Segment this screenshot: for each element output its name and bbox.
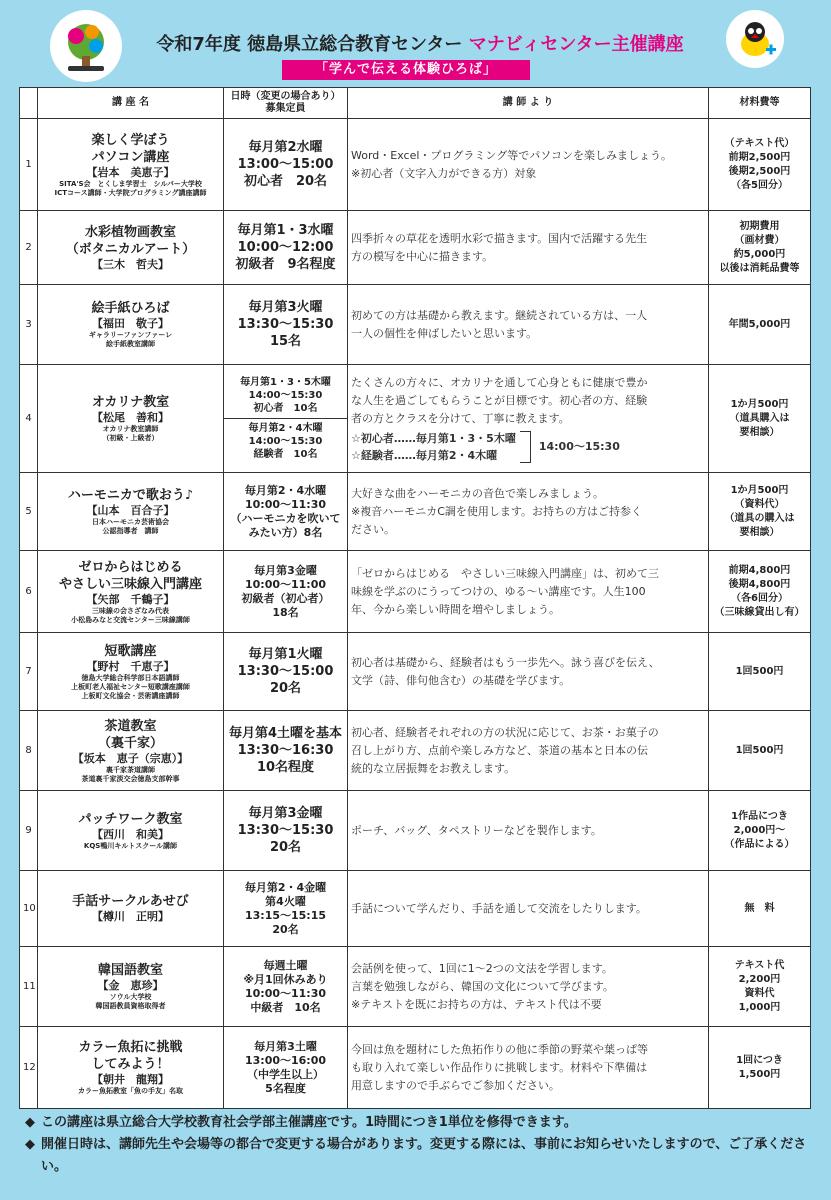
schedule-line: 毎月第2水曜 xyxy=(248,140,323,155)
schedule-line: ※月1回休みあり xyxy=(243,972,328,986)
instructor-name: 【山本 百合子】 xyxy=(86,504,175,517)
fee-line: （画材費） xyxy=(734,234,785,246)
schedule-line: 13:30～15:30 xyxy=(237,317,334,332)
description-line: 者の方とクラスを分けて、丁寧に教えます。 xyxy=(351,411,570,425)
instructor-name: 【三木 哲夫】 xyxy=(92,257,169,271)
description-cell xyxy=(348,473,709,551)
schedule-line: 毎月第2・4木曜 xyxy=(248,423,323,434)
schedule-line: 毎月第2・4水曜 xyxy=(244,483,327,497)
description-cell xyxy=(348,871,709,947)
description-line: 会話例を使って、1回に1～2つの文法を学習します。 xyxy=(351,961,613,975)
description-cell xyxy=(348,211,709,285)
schedule-cell xyxy=(224,633,348,711)
col-header-no xyxy=(20,88,38,119)
fee-line: 以後は消耗品費等 xyxy=(719,262,800,274)
class-list xyxy=(351,430,516,464)
schedule-line: 初心者 20名 xyxy=(243,174,328,189)
fee-line: 要相談） xyxy=(739,526,780,538)
schedule-line: （ハーモニカを吹いて xyxy=(230,511,341,525)
description-cell xyxy=(348,365,709,473)
description-cell xyxy=(348,285,709,365)
instructor-affiliation: 上板町文化協会・芸術講座講師 xyxy=(81,691,180,700)
fee-cell xyxy=(709,211,811,285)
fee-cell xyxy=(709,633,811,711)
course-title: やさしい三味線入門講座 xyxy=(58,576,202,592)
note-item xyxy=(25,1134,810,1178)
fee-line: 要相談） xyxy=(739,426,780,438)
schedule-cell xyxy=(224,211,348,285)
schedule-cell xyxy=(224,947,348,1027)
schedule-line: 10:00～11:00 xyxy=(244,577,327,591)
table-row xyxy=(20,711,811,791)
schedule-cell xyxy=(224,285,348,365)
instructor-name: 【西川 和美】 xyxy=(92,827,169,841)
description-cell xyxy=(348,791,709,871)
schedule-line: （中学生以上） xyxy=(247,1067,324,1081)
fee-line: 1回500円 xyxy=(735,744,784,756)
fee-line: 年間5,000円 xyxy=(728,318,791,330)
description-line: 「ゼロからはじめる やさしい三味線入門講座」は、初めて三 xyxy=(351,566,659,580)
course-title: してみよう！ xyxy=(91,1057,170,1072)
row-number: 4 xyxy=(20,365,38,473)
schedule-line: 毎月第2・4金曜 xyxy=(244,880,327,894)
fee-line: 2,200円 xyxy=(738,973,781,985)
course-table xyxy=(19,87,811,1109)
class-line: ☆初心者……毎月第1・3・5木曜 xyxy=(351,431,516,445)
schedule-experienced xyxy=(224,419,347,464)
schedule-line: 18名 xyxy=(272,605,299,619)
description-line: ポーチ、バッグ、タペストリーなどを製作します。 xyxy=(351,823,602,837)
fee-line: 無 料 xyxy=(744,902,775,914)
fee-line: 約5,000円 xyxy=(733,248,786,260)
course-title: カラー魚拓に挑戦 xyxy=(78,1040,183,1055)
course-title: 短歌講座 xyxy=(104,643,157,659)
schedule-line: 10:00～12:00 xyxy=(237,240,334,255)
description-line: 今回は魚を題材にした魚拓作りの他に季節の野菜や葉っぱ等 xyxy=(351,1042,648,1056)
schedule-line: 13:30～15:30 xyxy=(237,823,334,838)
table-row xyxy=(20,119,811,211)
row-number: 11 xyxy=(20,947,38,1027)
row-number: 7 xyxy=(20,633,38,711)
mascot-bird-icon xyxy=(726,10,784,68)
instructor-affiliation: 公認指導者 講師 xyxy=(102,527,159,535)
course-cell xyxy=(38,211,224,285)
fee-cell xyxy=(709,947,811,1027)
course-title: ハーモニカで歌おう♪ xyxy=(67,488,194,503)
fee-line: 2,000円～ xyxy=(733,824,786,836)
instructor-name: 【樽川 正明】 xyxy=(92,910,169,923)
schedule-line: 20名 xyxy=(269,840,302,855)
schedule-line: 第4火曜 xyxy=(265,894,306,908)
course-title: ゼロからはじめる xyxy=(78,559,183,575)
footer-notes xyxy=(25,1112,810,1178)
instructor-affiliation: 絵手紙教室講師 xyxy=(106,340,155,348)
fee-line: （三味線貸出し有） xyxy=(714,606,805,618)
row-number: 1 xyxy=(20,119,38,211)
table-row xyxy=(20,633,811,711)
course-title: （ボタニカルアート） xyxy=(65,241,196,257)
instructor-affiliation: 上板町老人福祉センター短歌講座講師 xyxy=(71,682,190,691)
schedule-line: 5名程度 xyxy=(265,1081,306,1095)
schedule-beginner xyxy=(224,373,347,419)
schedule-line: 13:00～16:00 xyxy=(244,1053,327,1067)
description-line: たくさんの方々に、オカリナを通して心身ともに健康で豊か xyxy=(351,375,648,389)
table-row xyxy=(20,211,811,285)
schedule-line: 毎月第3金曜 xyxy=(248,806,323,821)
course-cell xyxy=(38,871,224,947)
course-title: 手話サークルあせび xyxy=(72,894,189,909)
description-line: 方の模写を中心に描きます。 xyxy=(351,249,494,263)
schedule-line: 10名程度 xyxy=(256,760,315,775)
table-row xyxy=(20,473,811,551)
class-time: 14:00～15:30 xyxy=(538,439,620,453)
schedule-cell xyxy=(224,871,348,947)
fee-line: 前期4,800円 xyxy=(728,564,791,576)
table-row xyxy=(20,791,811,871)
course-cell xyxy=(38,633,224,711)
instructor-name: 【坂本 恵子（宗恵）】 xyxy=(72,751,189,765)
fee-line: 1,000円 xyxy=(738,1001,781,1013)
instructor-affiliation: 三味線の会さざなみ代表 xyxy=(92,606,169,615)
description-line: 一人の個性を伸ばしたいと思います。 xyxy=(351,326,538,340)
instructor-affiliation: ICTコース講師・大学院プログラミング講座講師 xyxy=(54,188,207,197)
description-line: 文学（詩、俳句他含む）の基礎を学びます。 xyxy=(351,673,571,687)
row-number: 6 xyxy=(20,551,38,633)
course-cell xyxy=(38,947,224,1027)
description-cell xyxy=(348,947,709,1027)
description-line: ※テキストを既にお持ちの方は、テキスト代は不要 xyxy=(351,997,602,1011)
fee-line: （道具の購入は xyxy=(724,512,795,524)
course-title: （裏千家） xyxy=(97,735,163,751)
schedule-line: 毎月第4土曜を基本 xyxy=(228,726,343,741)
schedule-cell xyxy=(224,119,348,211)
description-cell xyxy=(348,633,709,711)
description-cell xyxy=(348,551,709,633)
title-main: 令和7年度 徳島県立総合教育センター xyxy=(156,34,463,55)
mascot-tree-icon xyxy=(50,10,122,82)
schedule-line: 10:00～11:30 xyxy=(244,986,327,1000)
schedule-line: 毎月第1・3・5木曜 xyxy=(240,377,331,388)
description-line: 味線を学ぶのにうってつけの、ゆる～い講座です。人生100 xyxy=(351,584,646,598)
schedule-line: 13:30～15:00 xyxy=(237,664,334,679)
schedule-line: 初心者 10名 xyxy=(253,403,318,414)
instructor-affiliation: （初級・上級者） xyxy=(102,434,159,442)
description-line: 初めての方は基礎から教えます。継続されている方は、一人 xyxy=(351,308,648,322)
instructor-name: 【野村 千恵子】 xyxy=(86,659,175,673)
schedule-line: 毎週土曜 xyxy=(263,958,308,972)
description-line: 大好きな曲をハーモニカの音色で楽しみましょう。 xyxy=(351,486,604,500)
schedule-cell xyxy=(224,711,348,791)
col-header-schedule-line1: 日時（変更の場合あり） xyxy=(230,91,341,102)
description-line: 初心者は基礎から、経験者はもう一歩先へ。詠う喜びを伝え、 xyxy=(351,655,660,669)
description-cell xyxy=(348,119,709,211)
course-title: 韓国語教室 xyxy=(97,963,163,978)
table-row xyxy=(20,285,811,365)
course-title: 楽しく学ぼう xyxy=(91,132,170,148)
schedule-line: 毎月第3土曜 xyxy=(254,1039,317,1053)
description-line: な人生を過ごしてもらうことが目標です。初心者の方、経験 xyxy=(351,393,648,407)
instructor-name: 【岩本 美恵子】 xyxy=(86,165,175,179)
schedule-line: 20名 xyxy=(269,681,302,696)
instructor-affiliation: SITA'S会 とくしま学習士 シルバー大学校 xyxy=(59,179,202,188)
schedule-line: 毎月第1・3水曜 xyxy=(237,223,334,238)
instructor-affiliation: 茶道裏千家淡交会徳島支部幹事 xyxy=(81,774,180,783)
course-cell xyxy=(38,365,224,473)
header xyxy=(0,0,831,88)
schedule-line: 20名 xyxy=(272,922,299,936)
description-line: 初心者、経験者それぞれの方の状況に応じて、お茶・お菓子の xyxy=(351,725,659,739)
table-row xyxy=(20,365,811,473)
course-title: 茶道教室 xyxy=(104,718,157,734)
instructor-affiliation: 韓国語教員資格取得者 xyxy=(95,1002,166,1010)
schedule-line: 初級者 9名程度 xyxy=(235,257,336,272)
title-accent: マナビィセンター主催講座 xyxy=(468,34,684,55)
schedule-cell xyxy=(224,365,348,473)
fee-cell xyxy=(709,711,811,791)
fee-line: （道具購入は xyxy=(729,412,790,424)
description-line: も取り入れて楽しい作品作りに挑戦します。材料や下準備は xyxy=(351,1060,648,1074)
description-cell xyxy=(348,1027,709,1109)
description-line: ※複音ハーモニカC調を使用します。お持ちの方はご持参く xyxy=(351,504,643,518)
row-number: 10 xyxy=(20,871,38,947)
table-row xyxy=(20,1027,811,1109)
course-title: オカリナ教室 xyxy=(91,395,170,410)
row-number: 9 xyxy=(20,791,38,871)
course-cell xyxy=(38,1027,224,1109)
schedule-line: 中級者 10名 xyxy=(250,1000,321,1014)
fee-line: （資料代） xyxy=(734,498,785,510)
class-line: ☆経験者……毎月第2・4木曜 xyxy=(351,448,498,462)
col-header-schedule xyxy=(224,88,348,119)
schedule-line: 14:00～15:30 xyxy=(248,390,323,401)
table-row xyxy=(20,871,811,947)
course-cell xyxy=(38,119,224,211)
note-text: 開催日時は、講師先生や会場等の都合で変更する場合があります。変更する際には、事前にお知らせいたしますので、ご了承ください。 xyxy=(41,1137,807,1174)
fee-cell xyxy=(709,473,811,551)
schedule-line: 毎月第3金曜 xyxy=(254,563,317,577)
instructor-affiliation: 徳島大学総合科学部日本語講師 xyxy=(81,673,180,682)
col-header-course: 講 座 名 xyxy=(38,88,224,119)
instructor-affiliation: KQS鴨川キルトスクール講師 xyxy=(83,841,178,850)
class-schedule xyxy=(351,430,705,464)
course-title: 絵手紙ひろば xyxy=(91,301,170,316)
description-line: 年、今から楽しい時間を増やしましょう。 xyxy=(351,602,560,616)
brace-icon xyxy=(520,431,531,463)
fee-line: 初期費用 xyxy=(739,220,780,232)
schedule-line: 13:30～16:30 xyxy=(237,743,334,758)
instructor-affiliation: 小松島みなと交流センター三味線講師 xyxy=(71,615,190,624)
instructor-name: 【福田 敬子】 xyxy=(92,317,169,330)
schedule-line: 13:15～15:15 xyxy=(244,908,327,922)
fee-line: 前期2,500円 xyxy=(728,151,791,163)
fee-cell xyxy=(709,1027,811,1109)
description-line: 言葉を勉強しながら、韓国の文化について学びます。 xyxy=(351,979,614,993)
col-header-schedule-line2: 募集定員 xyxy=(265,103,306,114)
row-number: 5 xyxy=(20,473,38,551)
instructor-affiliation: ソウル大学校 xyxy=(109,993,152,1001)
schedule-line: 経験者 10名 xyxy=(253,449,318,460)
schedule-line: 初級者（初心者） xyxy=(241,591,330,605)
row-number: 12 xyxy=(20,1027,38,1109)
fee-line: （テキスト代） xyxy=(724,137,795,149)
instructor-name: 【松尾 善和】 xyxy=(92,411,169,424)
description-line: 用意しますので手ぶらでご参加ください。 xyxy=(351,1078,560,1092)
schedule-line: みたい方）8名 xyxy=(248,525,323,539)
schedule-cell xyxy=(224,551,348,633)
fee-cell xyxy=(709,119,811,211)
course-cell xyxy=(38,551,224,633)
schedule-line: 15名 xyxy=(269,334,302,349)
instructor-affiliation: カラー魚拓教室「魚の手友」名取 xyxy=(78,1087,183,1095)
fee-line: （各5回分） xyxy=(731,179,788,191)
course-cell xyxy=(38,711,224,791)
instructor-affiliation: オカリナ教室講師 xyxy=(102,425,159,433)
diamond-bullet-icon: ◆ xyxy=(25,1137,35,1152)
description-line: ださい。 xyxy=(351,522,395,536)
fee-line: テキスト代 xyxy=(734,959,785,971)
col-header-fee: 材料費等 xyxy=(709,88,811,119)
course-cell xyxy=(38,473,224,551)
description-line: 統的な立居振舞をお教えします。 xyxy=(351,761,516,775)
table-row xyxy=(20,551,811,633)
diamond-bullet-icon: ◆ xyxy=(25,1115,35,1130)
schedule-cell xyxy=(224,791,348,871)
table-header-row xyxy=(20,88,811,119)
description-line: 四季折々の草花を透明水彩で描きます。国内で活躍する先生 xyxy=(351,231,648,245)
schedule-line: 14:00～15:30 xyxy=(248,436,323,447)
instructor-affiliation: 日本ハーモニカ芸術協会 xyxy=(92,518,169,526)
fee-line: 後期4,800円 xyxy=(728,578,791,590)
description-line: ※初心者（文字入力ができる方）対象 xyxy=(351,166,537,180)
fee-line: 後期2,500円 xyxy=(728,165,791,177)
fee-line: 1作品につき xyxy=(731,810,788,822)
schedule-cell xyxy=(224,473,348,551)
fee-line: （各6回分） xyxy=(731,592,788,604)
instructor-name: 【矢部 千鶴子】 xyxy=(86,592,175,606)
description-line: 手話について学んだり、手話を通して交流をしたりします。 xyxy=(351,901,647,915)
schedule-line: 毎月第3火曜 xyxy=(248,300,323,315)
description-line: Word・Excel・プログラミング等でパソコンを楽しみましょう。 xyxy=(351,148,672,162)
fee-cell xyxy=(709,285,811,365)
description-line: 召し上がり方、点前や楽しみ方など、茶道の基本と日本の伝 xyxy=(351,743,648,757)
note-text: この講座は県立総合大学校教育社会学部主催講座です。1時間につき1単位を修得できます。 xyxy=(41,1115,577,1130)
fee-cell xyxy=(709,871,811,947)
row-number: 3 xyxy=(20,285,38,365)
fee-line: 1か月500円 xyxy=(730,484,789,496)
col-header-desc: 講 師 よ り xyxy=(348,88,709,119)
fee-cell xyxy=(709,551,811,633)
row-number: 2 xyxy=(20,211,38,285)
fee-cell xyxy=(709,791,811,871)
instructor-affiliation: ギャラリーファンファーレ xyxy=(88,331,173,339)
note-item xyxy=(25,1112,810,1134)
table-row xyxy=(20,947,811,1027)
course-cell xyxy=(38,285,224,365)
course-cell xyxy=(38,791,224,871)
page-title xyxy=(130,30,710,56)
subtitle-banner: 「学んで伝える体験ひろば」 xyxy=(282,60,530,80)
fee-line: 1回500円 xyxy=(735,665,784,677)
fee-line: 資料代 xyxy=(744,987,775,999)
course-title: パソコン講座 xyxy=(91,149,170,165)
instructor-name: 【金 恵珍】 xyxy=(97,979,164,992)
fee-cell xyxy=(709,365,811,473)
fee-line: 1回につき xyxy=(736,1054,783,1066)
course-title: パッチワーク教室 xyxy=(78,811,183,827)
course-title: 水彩植物画教室 xyxy=(84,224,176,240)
schedule-line: 13:00～15:00 xyxy=(237,157,334,172)
instructor-affiliation: 裏千家茶道講師 xyxy=(106,765,155,774)
row-number: 8 xyxy=(20,711,38,791)
schedule-cell xyxy=(224,1027,348,1109)
fee-line: 1,500円 xyxy=(738,1068,781,1080)
schedule-line: 10:00～11:30 xyxy=(244,497,327,511)
instructor-name: 【朝井 龍翔】 xyxy=(92,1073,169,1086)
fee-line: 1か月500円 xyxy=(730,398,789,410)
fee-line: （作品による） xyxy=(724,838,795,850)
schedule-line: 毎月第1火曜 xyxy=(248,647,323,662)
description-cell xyxy=(348,711,709,791)
